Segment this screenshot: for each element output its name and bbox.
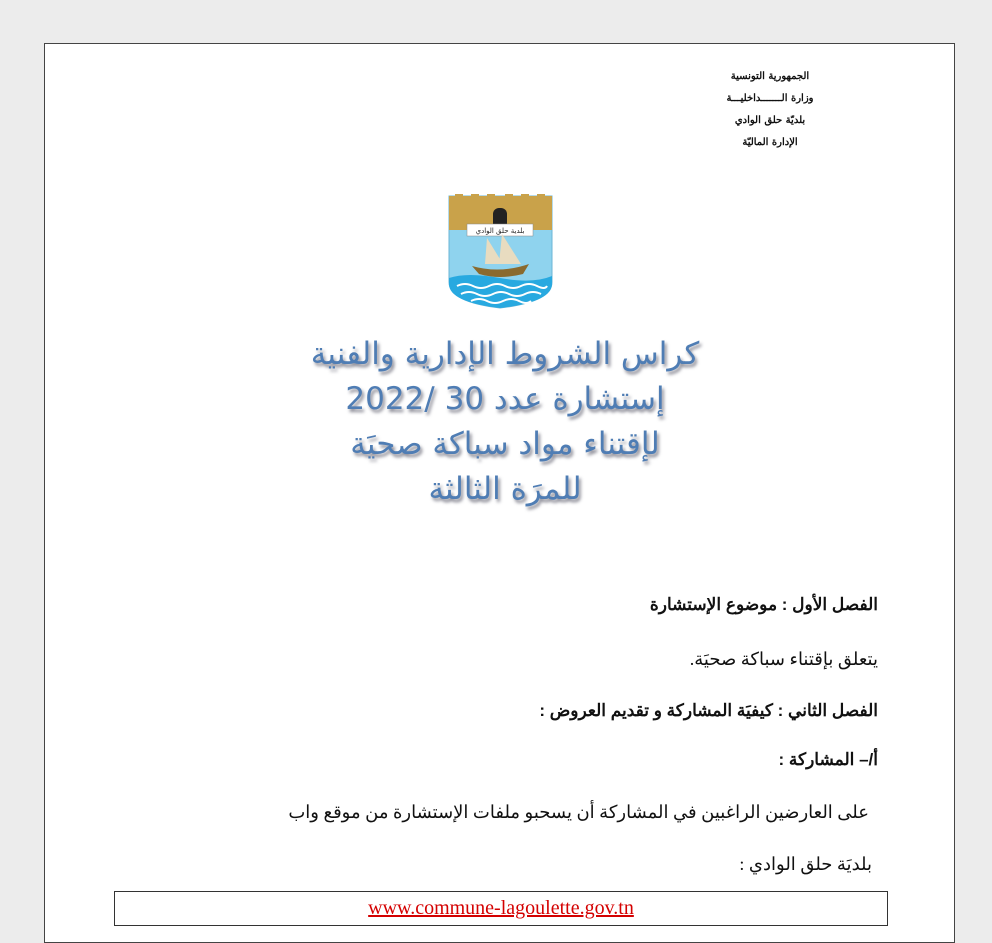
section1-heading: الفصل الأول : موضوع الإستشارة	[649, 595, 878, 614]
title-line-1: كراس الشروط الإدارية والفنية	[310, 336, 700, 372]
document-page	[44, 43, 955, 943]
header-republic: الجمهورية التونسية	[730, 71, 810, 82]
section2-heading: الفصل الثاني : كيفيَة المشاركة و تقديم العروض :	[539, 701, 878, 720]
header-ministry: وزارة الـــــــداخليـــة	[726, 93, 814, 104]
section2-paragraph-line1: على العارضين الراغبين في المشاركة أن يسحبو ملفات الإستشارة من موقع واب	[288, 802, 869, 822]
document-title	[225, 332, 785, 512]
section2-paragraph-line2: بلديَة حلق الوادي :	[739, 854, 872, 874]
website-box	[114, 891, 888, 926]
title-line-3: لإقتناء مواد سباكة صحيَة	[350, 426, 660, 462]
section2-subheading: أ/– المشاركة :	[778, 750, 878, 769]
header-department: الإدارة الماليّة	[742, 137, 798, 148]
section1-text: يتعلق بإقتناء سباكة صحيَة.	[689, 649, 878, 669]
issuer-header	[695, 66, 845, 154]
municipality-logo	[447, 194, 554, 310]
logo-caption: بلدية حلق الوادي	[475, 227, 525, 235]
header-municipality: بلديّة حلق الوادي	[734, 115, 806, 126]
website-link[interactable]: www.commune-lagoulette.gov.tn	[368, 897, 634, 919]
title-line-4: للمرَة الثالثة	[428, 471, 582, 507]
title-line-2: إستشارة عدد 30 /2022	[345, 381, 665, 417]
